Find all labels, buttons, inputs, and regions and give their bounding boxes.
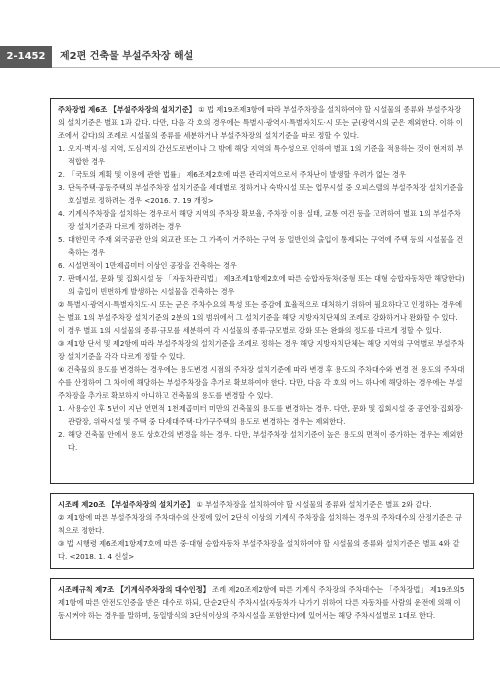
article-intro: [58, 103, 466, 142]
paragraph-number: ③: [58, 339, 65, 348]
article-title: 시조례 제20조 【부설주차장의 설치기준】: [58, 500, 195, 509]
item-text: 단독주택·공동주택의 부설주차장 설치기준을 세대별로 정하거나 숙박시설 또는 업무시설 중 오피스텔의 부설주차장 설치기준을 호실별로 정하려는 경우 <2016. 7. 19 개정>: [68, 183, 464, 205]
paragraph: [58, 537, 466, 563]
article-title: 주차장법 제6조 【부설주차장의 설치기준】: [58, 105, 196, 114]
list-item: [58, 402, 466, 428]
item-number: 2.: [58, 430, 65, 439]
list-item: [58, 259, 466, 272]
item-number: 7.: [58, 274, 65, 283]
page-number: 2-1452: [0, 46, 52, 68]
paragraph: [58, 298, 466, 337]
article-intro: [58, 583, 466, 622]
article-intro-text: ① 법 제19조제3항에 따라 부설주차장을 설치하여야 할 시설물의 종류와 부설주차장의 설치기준은 별표 1과 같다. 다만, 다음 각 호의 경우에는 특별시·광역시·특별자치도·시 또는 군(광역시의 군은 제외한다. 이하 이 조에서 같다)의 조례로 시설물의 종류를 세분하거나 부설주차장의 설치기준을 따로 정할 수 있다.: [58, 105, 463, 140]
paragraph-text: 법 시행령 제6조제1항제7호에 따른 중·대형 승합자동차 부설주차장을 설치하여야 할 시설물의 종류와 설치기준은 별표 4와 같다. <2018. 1. 4 신설>: [58, 539, 460, 561]
item-text: 대한민국 주재 외국공관 안의 외교관 또는 그 가족이 거주하는 구역 등 일반인의 출입이 통제되는 구역에 주택 등의 시설물을 건축하는 경우: [68, 235, 464, 257]
paragraph-text: 특별시·광역시·특별자치도·시 또는 군은 주차수요의 특성 또는 증감에 효율적으로 대처하기 위하여 필요하다고 인정하는 경우에는 별표 1의 부설주차장 설치기준의 2분의 1의 범위에서 그 설치기준을 해당 지방자치단체의 조례로 강화하거나 완화할 수 있다. 이 경우 별표 1의 시설물의 종류·규모를 세분하여 각 시설물의 종류·규모별로 강화 또는 완화의 정도를 다르게 정할 수 있다.: [58, 300, 463, 335]
article-title: 시조례규칙 제7조 【기계식주차장의 대수인정】: [58, 585, 210, 594]
paragraph: [58, 511, 466, 537]
header-rule: [52, 67, 500, 68]
item-text: 오지·벽지·섬 지역, 도심지의 간선도로변이나 그 밖에 해당 지역의 특수성으로 인하여 별표 1의 기준을 적용하는 것이 현저히 부적합한 경우: [68, 144, 464, 166]
list-item: [58, 168, 466, 181]
list-item: [58, 272, 466, 298]
paragraph-number: ②: [58, 300, 65, 309]
list-item: [58, 233, 466, 259]
article-box-city-ordinance-20: [50, 493, 474, 569]
item-number: 3.: [58, 183, 65, 192]
list-item: [58, 142, 466, 168]
paragraph-text: 건축물의 용도를 변경하는 경우에는 용도변경 시점의 주차장 설치기준에 따라 변경 후 용도의 주차대수와 변경 전 용도의 주차대수를 산정하여 그 차이에 해당하는 부설주차장을 추가로 확보하여야 한다. 다만, 다음 각 호의 어느 하나에 해당하는 경우에는 부설주차장을 추가로 확보하지 아니하고 건축물의 용도를 변경할 수 있다.: [58, 365, 465, 400]
item-number: 2.: [58, 170, 65, 179]
item-number: 4.: [58, 209, 65, 218]
article-intro-text: ① 부설주차장을 설치하여야 할 시설물의 종류와 설치기준은 별표 2와 같다.: [196, 500, 432, 509]
list-item: [58, 207, 466, 233]
item-text: 해당 건축물 안에서 용도 상호간의 변경을 하는 경우. 다만, 부설주차장 설치기준이 높은 용도의 면적이 증가하는 경우는 제외한다.: [68, 430, 464, 452]
page-header: [0, 46, 500, 68]
article-body-text: 조례 제20조제2항에 따른 기계식 주차장의 주차대수는 「주차장법」 제19조의5제1항에 따른 안전도인증을 받은 대수로 하되, 단순2단식 주차시설(자동차가 나가기 위하여 다른 자동차를 사람의 운전에 의해 이동시켜야 하는 경우를 말하며, 동일방식의 3단식이상의 주차시설을 포함한다)에 있어서는 해당 주차시설별로 1대로 한다.: [58, 585, 465, 620]
paragraph: [58, 337, 466, 363]
item-text: 판매시설, 문화 및 집회시설 등 「자동차관리법」 제3조제1항제2호에 따른 승합자동차(중형 또는 대형 승합자동차만 해당한다)의 출입이 빈번하게 발생하는 시설물을 건축하는 경우: [68, 274, 465, 296]
paragraph-text: 제1항에 따른 부설주차장의 주차대수의 산정에 있어 2단식 이상의 기계식 주차장을 설치하는 경우의 주차대수의 산정기준은 규칙으로 정한다.: [58, 513, 462, 535]
article-box-parking-act-6: [50, 98, 474, 484]
paragraph-number: ②: [58, 513, 65, 522]
paragraph-number: ③: [58, 539, 65, 548]
list-item: [58, 181, 466, 207]
article-box-ordinance-rule-7: [50, 578, 474, 640]
list-item: [58, 428, 466, 454]
item-number: 1.: [58, 144, 65, 153]
item-text: 「국토의 계획 및 이용에 관한 법률」 제6조제2호에 따른 관리지역으로서 주차난이 발생할 우려가 없는 경우: [68, 170, 406, 179]
item-text: 시설면적이 1만제곱미터 이상인 공장을 건축하는 경우: [68, 261, 237, 270]
paragraph-number: ④: [58, 365, 65, 374]
paragraph: [58, 363, 466, 402]
item-number: 1.: [58, 404, 65, 413]
item-number: 6.: [58, 261, 65, 270]
item-text: 사용승인 후 5년이 지난 연면적 1천제곱미터 미만의 건축물의 용도를 변경하는 경우. 다만, 문화 및 집회시설 중 공연장·집회장·관람장, 위락시설 및 주택 중 다세대주택·다가구주택의 용도로 변경하는 경우는 제외한다.: [68, 404, 464, 426]
item-text: 기계식주차장을 설치하는 경우로서 해당 지역의 주차장 확보율, 주차장 이용 실태, 교통 여건 등을 고려하여 별표 1의 부설주차장 설치기준과 다르게 정하려는 경우: [68, 209, 461, 231]
running-title: 제2편 건축물 부설주차장 해설: [60, 51, 194, 62]
item-number: 5.: [58, 235, 65, 244]
article-intro: [58, 498, 466, 511]
paragraph-text: 제1항 단서 및 제2항에 따라 부설주차장의 설치기준을 조례로 정하는 경우 해당 지방자치단체는 해당 지역의 구역별로 부설주차장 설치기준을 각각 다르게 정할 수 있다.: [58, 339, 465, 361]
